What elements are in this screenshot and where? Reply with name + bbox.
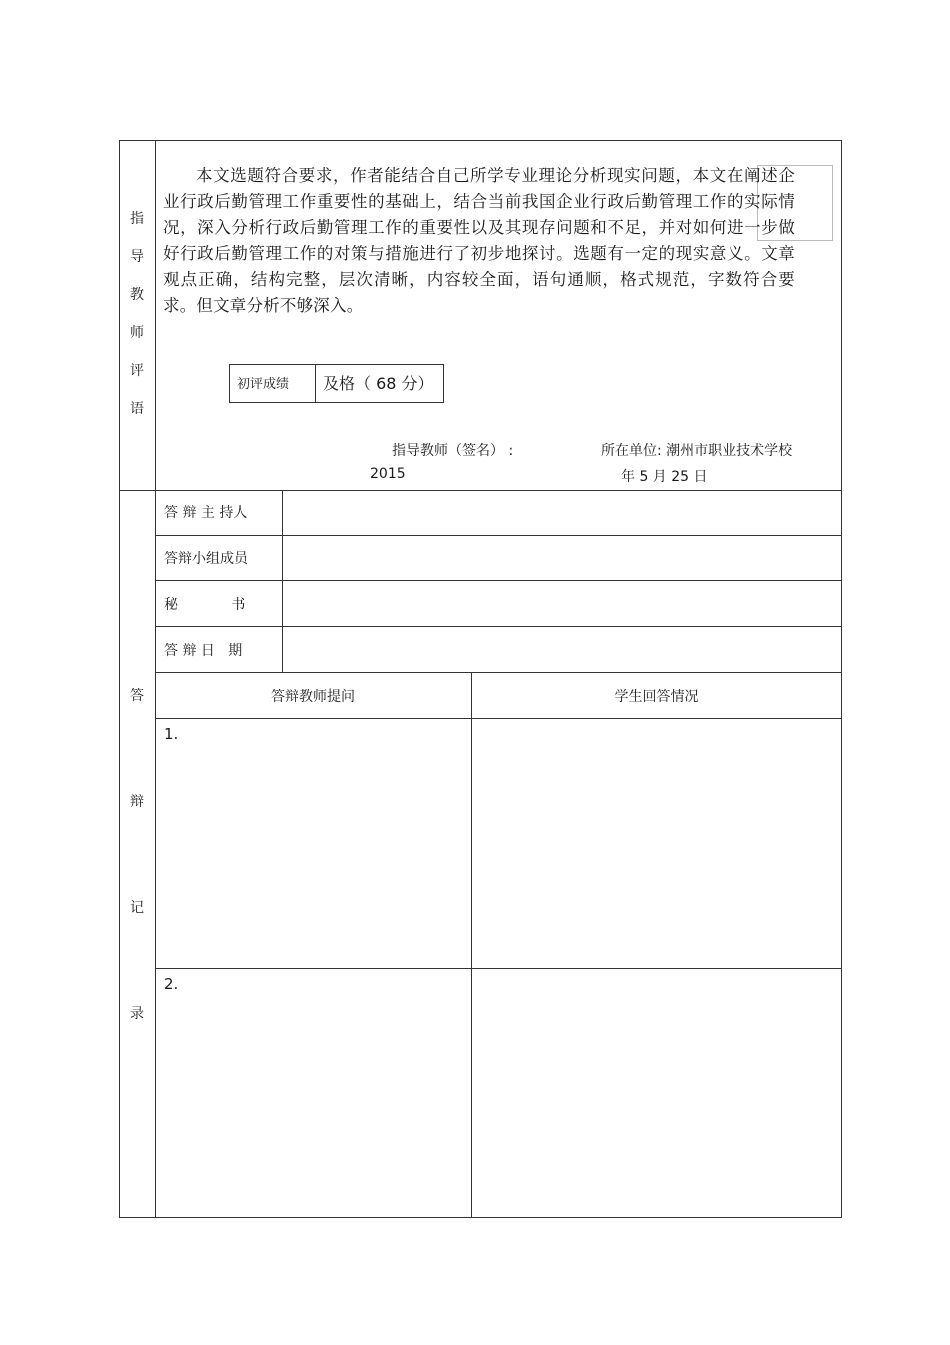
advisor-comment: 本文选题符合要求，作者能结合自己所学专业理论分析现实问题，本文在阐述企业行政后勤管理工作重要性的基础上，结合当前我国企业行政后勤管理工作的实际情况，深入分析行政后勤管理工作的重要性以及其现存问题和不足，并对如何进一步做好行政后勤管理工作的对策与措施进行了初步地探讨。选题有一定的现实意义。文章观点正确，结构完整，层次清晰，内容较全面，语句通顺，格式规范，字数符合要求。但文章分析不够深入。 — [163, 166, 795, 315]
question-header: 答辩教师提问 — [271, 689, 355, 705]
side-char: 教 — [130, 287, 144, 303]
host-label: 答 辩 主 持人 — [164, 505, 248, 521]
side-char: 录 — [130, 1006, 144, 1022]
host-field[interactable] — [283, 491, 841, 535]
side-char: 指 — [130, 211, 144, 227]
question-2-field[interactable] — [156, 995, 470, 1217]
date-rest: 年 5 月 25 日 — [621, 469, 708, 485]
date-year: 2015 — [370, 466, 406, 482]
grade-label: 初评成绩 — [237, 377, 290, 392]
defense-date-label: 答 辩 日 期 — [164, 643, 243, 659]
signature-label: 指导教师（签名） : — [392, 443, 514, 459]
question-1-field[interactable] — [156, 745, 470, 967]
grade-box-divider — [315, 364, 316, 403]
secretary-field[interactable] — [283, 581, 841, 626]
answer-1-field[interactable] — [472, 719, 841, 967]
members-field[interactable] — [283, 536, 841, 580]
side-char: 导 — [130, 249, 144, 265]
members-label: 答辩小组成员 — [164, 551, 248, 567]
answer-header: 学生回答情况 — [614, 689, 699, 705]
defense-date-field[interactable] — [283, 627, 841, 672]
side-char: 辩 — [130, 794, 144, 810]
unit-label: 所在单位: 潮州市职业技术学校 — [601, 443, 793, 459]
side-char: 语 — [130, 401, 144, 417]
answer-2-field[interactable] — [472, 969, 841, 1217]
secretary-label: 秘 书 — [164, 597, 246, 613]
side-char: 答 — [130, 688, 144, 704]
side-char: 评 — [130, 363, 144, 379]
side-char: 记 — [130, 900, 144, 916]
side-char: 师 — [130, 325, 144, 341]
question-number: 2. — [164, 975, 179, 993]
question-number: 1. — [164, 725, 179, 743]
row-divider — [155, 672, 842, 673]
grade-value: 及格（ 68 分） — [323, 374, 434, 393]
